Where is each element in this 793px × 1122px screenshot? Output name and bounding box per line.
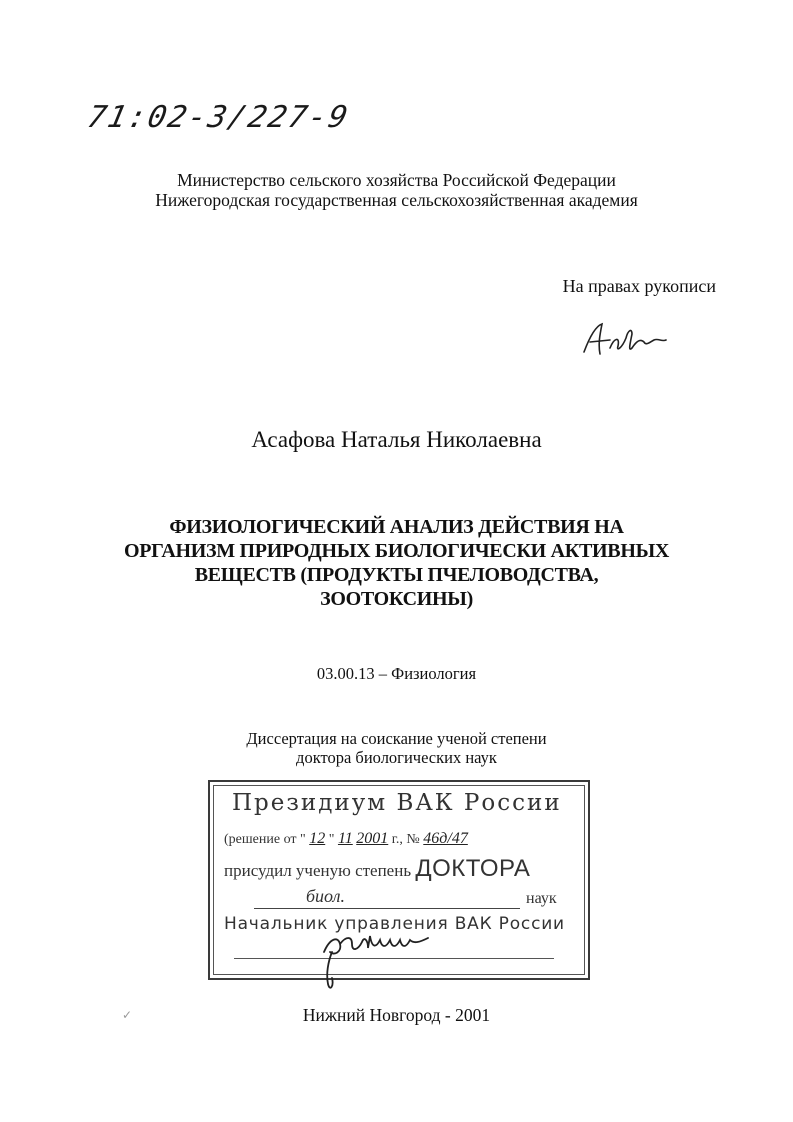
awarded-text: присудил ученую степень [224, 861, 412, 880]
academy-name: Нижегородская государственная сельскохозяйственная академия [155, 190, 638, 210]
thesis-title-line: ВЕЩЕСТВ (ПРОДУКТЫ ПЧЕЛОВОДСТВА, [194, 564, 599, 586]
author-signature [580, 318, 670, 362]
science-underline [254, 908, 520, 909]
author-name: Асафова Наталья Николаевна [251, 427, 542, 452]
decision-year: 2001 [356, 830, 389, 847]
decision-quote: " [328, 832, 335, 847]
manuscript-rights-note: На правах рукописи [562, 276, 716, 296]
science-field: биол. [306, 886, 345, 906]
sciences-word: наук [526, 890, 557, 907]
decision-day: 12 [309, 830, 326, 847]
decision-number: 46д/47 [423, 830, 468, 847]
archive-shelfmark: 71:02-3/227-9 [84, 100, 353, 135]
head-signature [310, 922, 470, 998]
stamp-awarded-row [224, 855, 530, 883]
specialty-code: 03.00.13 – Физиология [316, 664, 477, 683]
stamp-decision-row [224, 830, 468, 848]
decision-month: 11 [337, 830, 353, 847]
dissertation-type: Диссертация на соискание ученой степени [246, 729, 547, 748]
pencil-tick-mark: ✓ [122, 1008, 133, 1022]
stamp-head-title: Начальник управления ВАК России [224, 914, 565, 934]
decision-prefix: (решение от " [224, 832, 306, 847]
stamp-title: Президиум ВАК России [232, 790, 562, 816]
thesis-title-line: ФИЗИОЛОГИЧЕСКИЙ АНАЛИЗ ДЕЙСТВИЯ НА [169, 516, 624, 538]
decision-year-suffix: г., № [391, 832, 420, 847]
city-and-year: Нижний Новгород - 2001 [302, 1005, 491, 1025]
degree-sought: доктора биологических наук [296, 748, 497, 767]
ministry-name: Министерство сельского хозяйства Российской Федерации [177, 170, 616, 190]
thesis-title-line: ЗООТОКСИНЫ) [320, 588, 473, 610]
thesis-title-line: ОРГАНИЗМ ПРИРОДНЫХ БИОЛОГИЧЕСКИ АКТИВНЫХ [123, 540, 670, 562]
degree-level: ДОКТОРА [415, 855, 531, 882]
